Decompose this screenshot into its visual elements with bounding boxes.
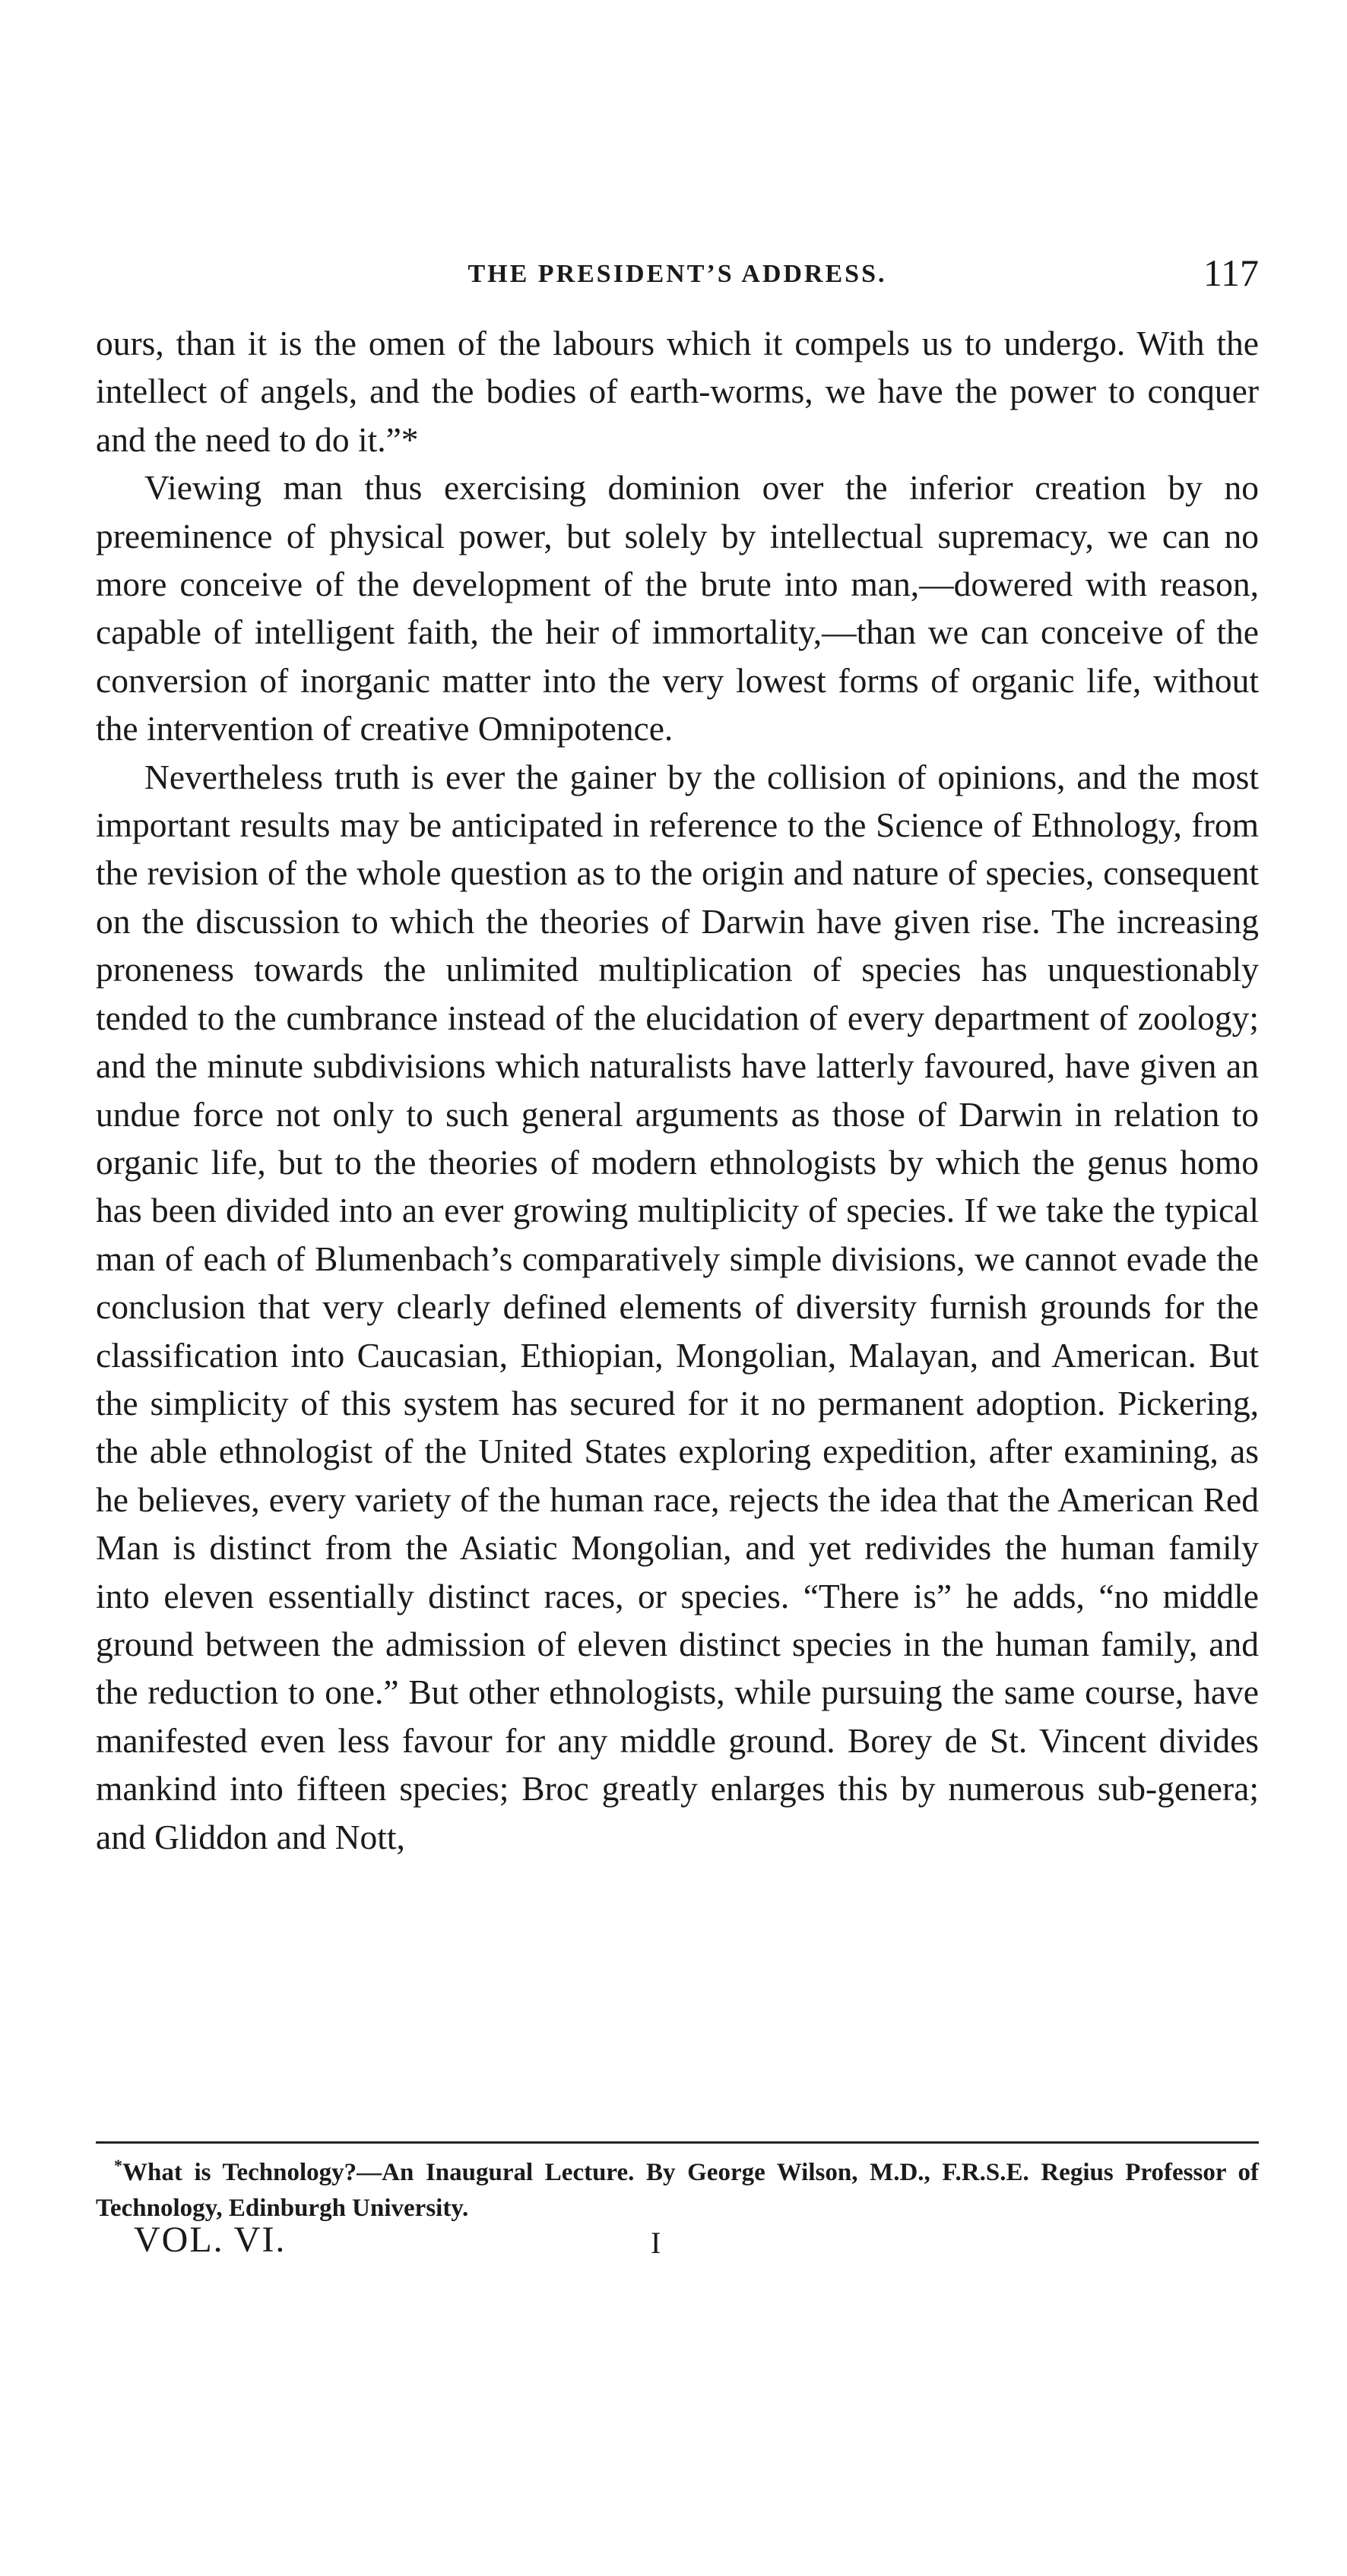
volume-signature: VOL. VI. — [134, 2220, 287, 2260]
running-head — [96, 251, 1259, 296]
paragraph-2: Viewing man thus exercising dominion over the inferior creation by no preeminence of physical power, but solely by intellectual supremacy, we can no more conceive of the development of the brute into man,—dowered with reason, capable of intelligent faith, the heir of immortality,—than we can conceive of the conversion of inorganic matter into the very lowest forms of organic life, without the intervention of creative Omnipotence. — [96, 468, 1259, 748]
signature-mark: I — [651, 2226, 661, 2260]
running-title: THE PRESIDENT’S ADDRESS. — [467, 260, 887, 288]
page-number: 117 — [1203, 252, 1259, 294]
paragraph-3: Nevertheless truth is ever the gainer by the collision of opinions, and the most important results may be anticipated in reference to the Science of Ethnology, from the revision of the whole question as to the origin and nature of species, consequent on the discussion to which the theories of Darwin have given rise. The increasing proneness towards the unlimited multiplication of species has unquestionably tended to the cumbrance instead of the elucidation of every department of zoology; and the minute subdivisions which naturalists have latterly favoured, have given an undue force not only to such general arguments as those of Darwin in relation to organic life, but to the theories of modern ethnologists by which the genus homo has been divided into an ever growing multiplicity of species. If we take the typical man of each of Blumenbach’s comparatively simple divisions, we cannot evade the conclusion that very clearly defined elements of diversity furnish grounds for the classification into Caucasian, Ethiopian, Mongolian, Malayan, and American. But the simplicity of this system has secured for it no permanent adoption. Pickering, the able ethnologist of the United States exploring expedition, after examining, as he believes, every variety of the human race, rejects the idea that the American Red Man is distinct from the Asiatic Mongolian, and yet redivides the human family into eleven essentially distinct races, or species. “There is” he adds, “no middle ground between the admission of eleven distinct species in the human family, and the reduction to one.” But other ethnologists, while pursuing the same course, have manifested even less favour for any middle ground. Borey de St. Vincent divides mankind into fifteen species; Broc greatly enlarges this by numerous sub-genera; and Gliddon and Nott, — [96, 757, 1259, 1856]
body-text — [96, 319, 1259, 1861]
footnote-text: What is Technology?—An Inaugural Lecture. By George Wilson, M.D., F.R.S.E. Regius Professor of Technology, Edinburgh University. — [96, 2159, 1259, 2222]
footnote — [96, 2147, 1259, 2226]
footnote-rule — [96, 2141, 1259, 2144]
footnote-marker: * — [114, 2156, 122, 2175]
paragraph-1: ours, than it is the omen of the labours which it compels us to undergo. With the intellect of angels, and the bodies of earth-worms, we have the power to conquer and the need to do it.”* — [96, 324, 1259, 459]
